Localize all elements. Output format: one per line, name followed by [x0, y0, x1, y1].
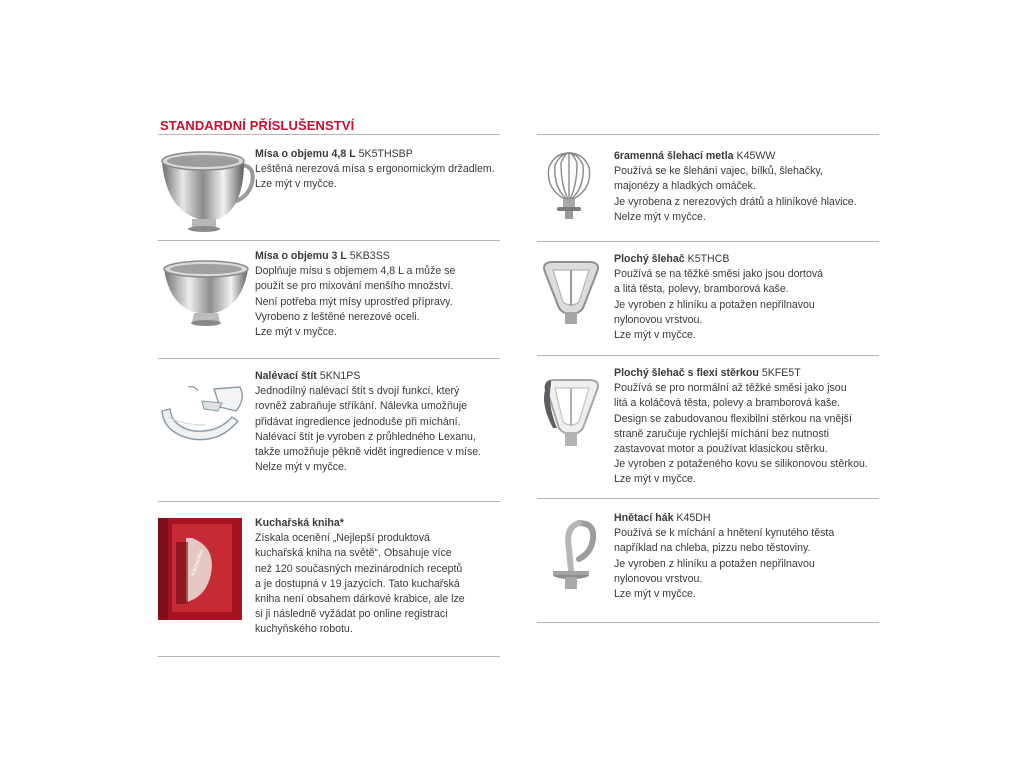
cookbook-line: a je dostupná v 19 jazycích. Tato kuchařská: [255, 577, 460, 590]
flex-edge-beater-line: Používá se pro normální až těžké směsi jako jsou: [614, 382, 847, 395]
dough-hook-image: [539, 519, 611, 593]
bowl-3-image: [158, 255, 252, 335]
pouring-shield-line: takže umožňuje pěkně vidět ingredience v míse.: [255, 446, 482, 459]
flex-edge-beater-line: Design se zabudovanou flexibilní stěrkou na vnější: [614, 412, 852, 425]
cookbook-text: [255, 516, 465, 638]
cookbook-image: [158, 518, 252, 620]
page-title: STANDARDNÍ PŘÍSLUŠENSTVÍ: [160, 118, 355, 133]
pouring-shield-line: Nelze mýt v myčce.: [255, 461, 347, 474]
flex-edge-beater-name: Plochý šlehač s flexi stěrkou: [614, 367, 759, 379]
whisk-line: majonézy a hladkých omáček.: [614, 180, 756, 193]
bowl-48-name: Mísa o objemu 4,8 L: [255, 148, 356, 160]
dough-hook-line: Používá se k míchání a hnětení kynutého těsta: [614, 527, 835, 540]
flat-beater-line: nylonovou vrstvou.: [614, 313, 703, 326]
cookbook-line: Získala ocenění „Nejlepší produktová: [255, 532, 430, 545]
flat-beater-line: Lze mýt v myčce.: [614, 329, 696, 342]
flex-edge-beater-image: [539, 374, 611, 454]
flat-beater-line: Je vyroben z hliníku a potažen nepřilnavou: [614, 298, 815, 311]
whisk-line: Nelze mýt v myčce.: [614, 210, 706, 223]
flat-beater-text: [614, 252, 823, 343]
bowl-48-text: [255, 147, 495, 193]
pouring-shield-line: rovněž zabraňuje stříkání. Nálevka umožňuje: [255, 400, 467, 413]
accessory-item-whisk: [537, 135, 879, 242]
flat-beater-name: Plochý šlehač: [614, 253, 685, 265]
bowl-48-line: Lze mýt v myčce.: [255, 178, 337, 191]
accessory-item-flex-edge-beater: [537, 356, 879, 499]
pouring-shield-image: [158, 381, 252, 445]
bowl-3-line: Doplňuje mísu s objemem 4,8 L a může se: [255, 265, 456, 278]
whisk-image: [539, 151, 611, 223]
bowl-3-line: Vyrobeno z leštěné nerezové oceli.: [255, 310, 420, 323]
cookbook-line: kniha není obsahem dárkové krabice, ale lze: [255, 593, 465, 606]
cookbook-line: si ji následně vyžádat po online registraci: [255, 608, 448, 621]
bowl-3-code: 5KB3SS: [349, 250, 390, 262]
cookbook-line: než 120 současných mezinárodních receptů: [255, 562, 463, 575]
bowl-3-name: Mísa o objemu 3 L: [255, 250, 347, 262]
accessory-item-dough-hook: [537, 499, 879, 623]
pouring-shield-name: Nalévací štít: [255, 370, 317, 382]
bowl-48-image: [158, 143, 252, 235]
bowl-3-line: použít se pro mixování menšího množství.: [255, 280, 454, 293]
pouring-shield-code: 5KN1PS: [319, 370, 361, 382]
flat-beater-line: Používá se na těžké směsi jako jsou dortová: [614, 268, 824, 281]
bowl-48-code: 5K5THSBP: [358, 148, 413, 160]
accessory-item-cookbook: [158, 502, 500, 657]
accessory-item-bowl-3: [158, 241, 500, 359]
flat-beater-code: K5THCB: [687, 253, 730, 265]
flat-beater-line: a litá těsta, polevy, bramborová kaše.: [614, 283, 789, 296]
flex-edge-beater-code: 5KFE5T: [761, 367, 801, 379]
flex-edge-beater-line: straně zaručuje rychlejší míchání bez nutnosti: [614, 427, 829, 440]
whisk-text: [614, 149, 857, 225]
accessory-item-flat-beater: [537, 242, 879, 356]
whisk-line: Používá se ke šlehání vajec, bílků, šlehačky,: [614, 165, 823, 178]
dough-hook-line: například na chleba, pizzu nebo těstoviny.: [614, 542, 811, 555]
accessory-item-bowl-48: [158, 135, 500, 241]
cookbook-line: kuchařská kniha na světě“. Obsahuje více: [255, 547, 452, 560]
flex-edge-beater-line: Je vyroben z potaženého kovu se silikonovou stěrkou.: [614, 458, 868, 471]
cookbook-logo-text: KitchenAid: [190, 549, 206, 577]
bowl-3-text: [255, 249, 455, 340]
whisk-name: 6ramenná šlehací metla: [614, 150, 734, 162]
flat-beater-image: [539, 258, 611, 330]
cookbook-name: Kuchařská kniha*: [255, 517, 344, 529]
whisk-line: Je vyrobena z nerezových drátů a hliníkové hlavice.: [614, 195, 857, 208]
left-column: [158, 135, 500, 657]
bowl-3-line: Lze mýt v myčce.: [255, 326, 337, 339]
right-column: [537, 135, 879, 623]
dough-hook-code: K45DH: [676, 512, 711, 524]
dough-hook-text: [614, 511, 834, 602]
whisk-code: K45WW: [736, 150, 776, 162]
pouring-shield-line: Nalévací štít je vyroben z průhledného Lexanu,: [255, 430, 476, 443]
flex-edge-beater-line: zastavovat motor a používat klasickou stěrku.: [614, 443, 828, 456]
pouring-shield-line: Jednodílný nalévací štít s dvojí funkcí, který: [255, 385, 460, 398]
dough-hook-line: nylonovou vrstvou.: [614, 572, 703, 585]
bowl-48-line: Leštěná nerezová mísa s ergonomickým držadlem.: [255, 163, 495, 176]
accessory-item-pouring-shield: [158, 359, 500, 502]
bowl-3-line: Není potřeba mýt mísy uprostřed přípravy.: [255, 295, 453, 308]
flex-edge-beater-line: Lze mýt v myčce.: [614, 473, 696, 486]
dough-hook-line: Lze mýt v myčce.: [614, 588, 696, 601]
dough-hook-name: Hnětací hák: [614, 512, 674, 524]
pouring-shield-line: přidávat ingredience jednoduše při míchání.: [255, 415, 461, 428]
flex-edge-beater-line: litá a koláčová těsta, polevy a bramborová kaše.: [614, 397, 841, 410]
cookbook-line: kuchyňského robotu.: [255, 623, 353, 636]
dough-hook-line: Je vyroben z hliníku a potažen nepřilnavou: [614, 557, 815, 570]
pouring-shield-text: [255, 369, 481, 475]
flex-edge-beater-text: [614, 366, 868, 488]
